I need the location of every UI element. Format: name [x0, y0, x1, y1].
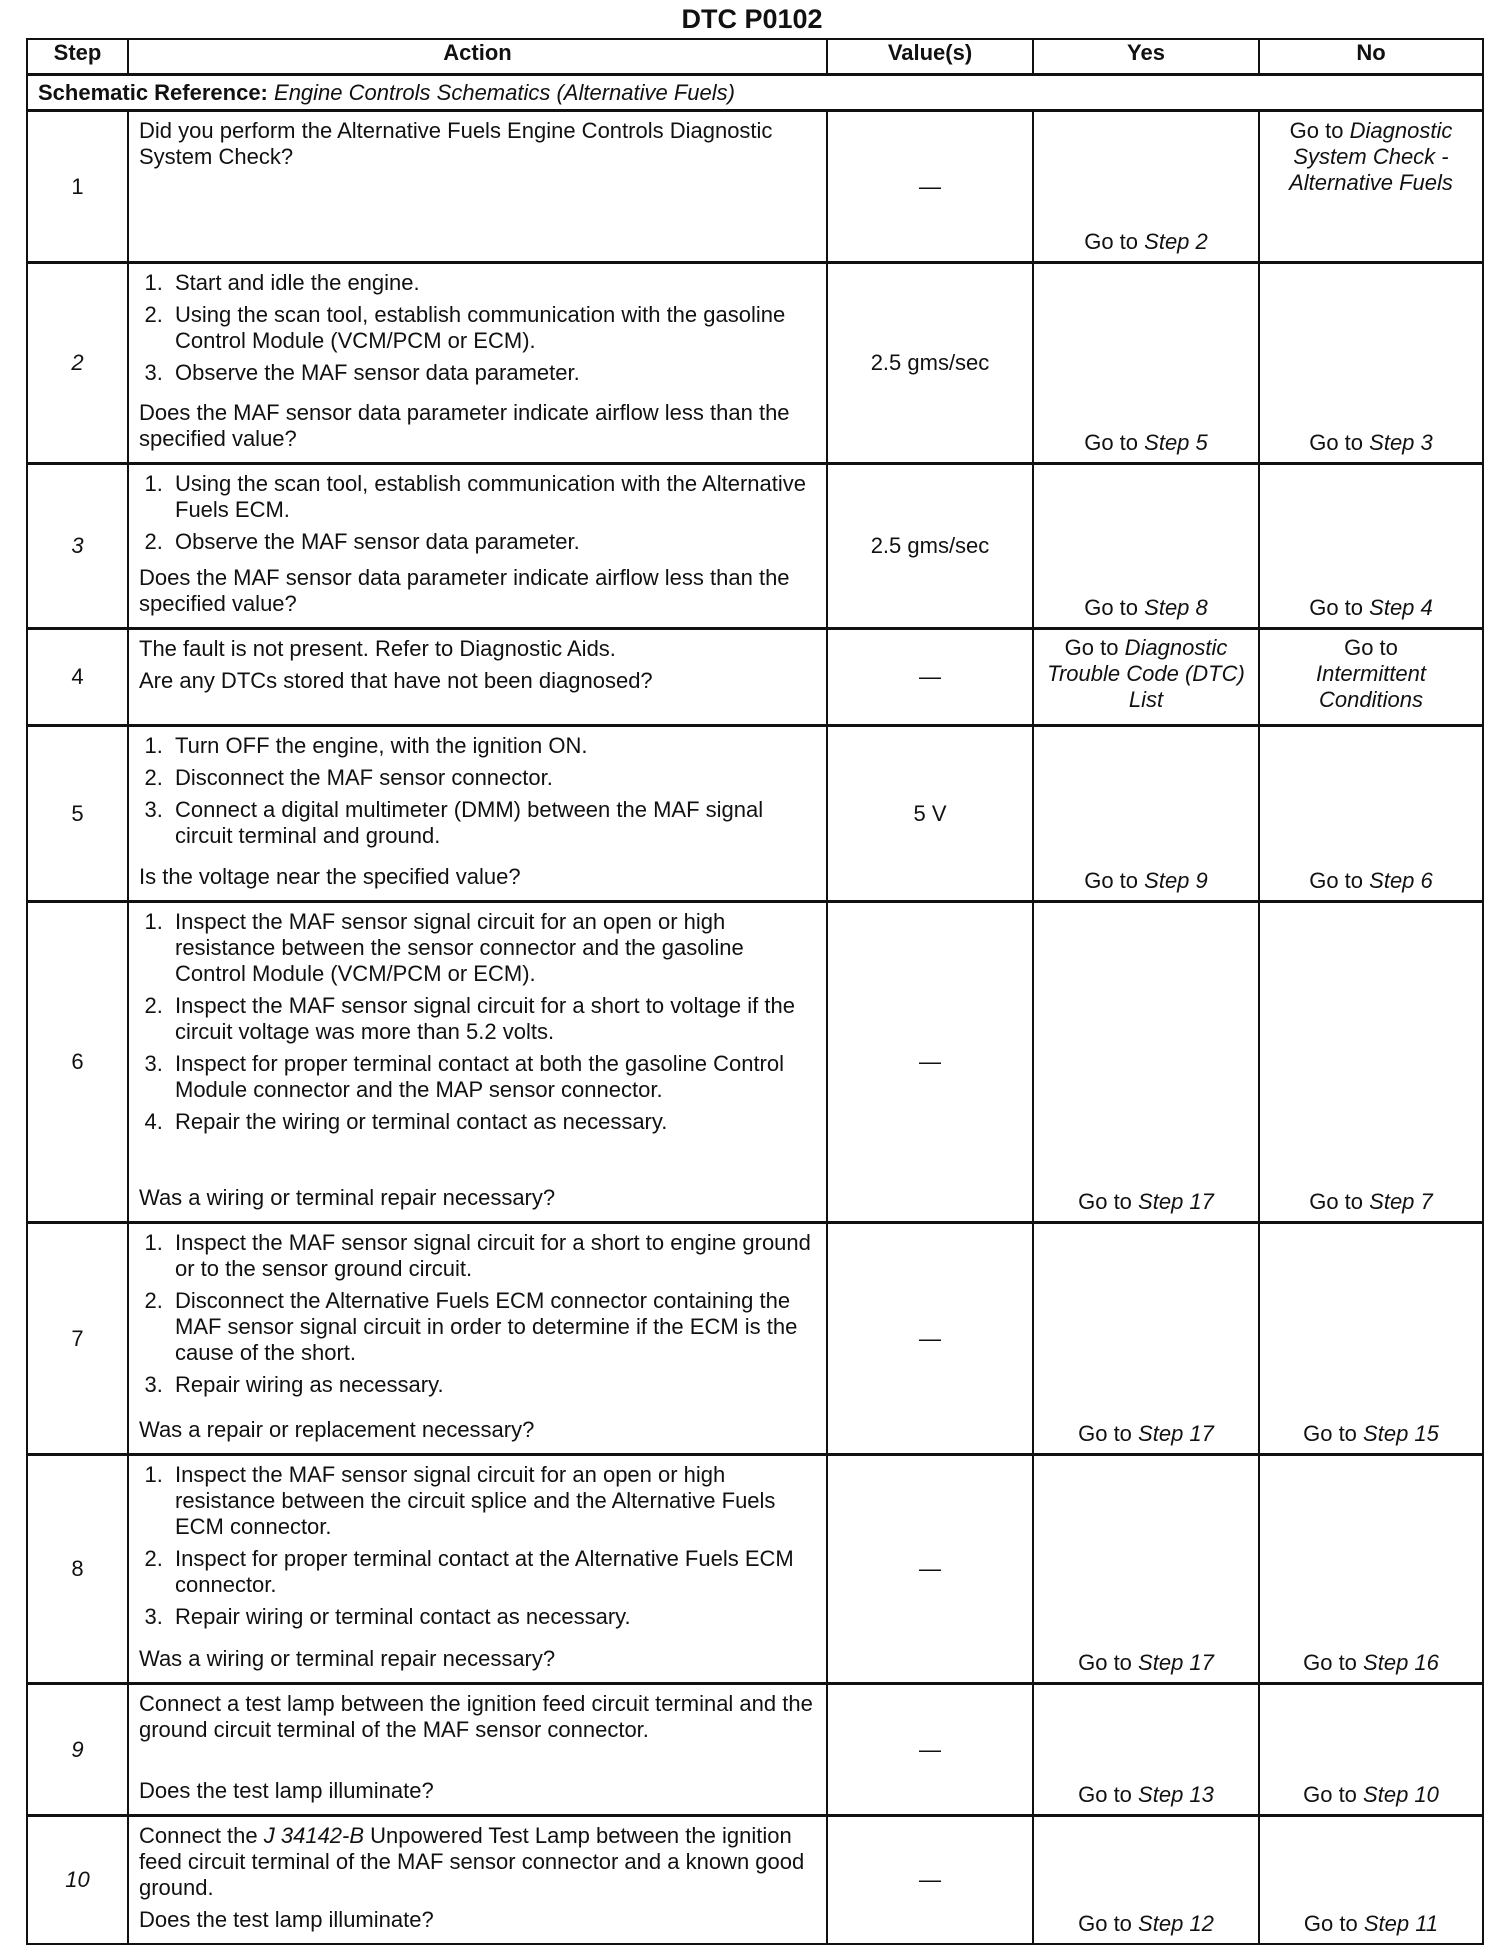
yes-result[interactable]	[1033, 629, 1259, 726]
action-steps-list	[139, 270, 816, 386]
no-result[interactable]	[1259, 1455, 1483, 1684]
goto-target-link[interactable]: Step 3	[1369, 430, 1433, 455]
goto-prefix: Go to	[1303, 1650, 1357, 1675]
action-cell	[128, 1684, 827, 1816]
no-result[interactable]	[1259, 464, 1483, 629]
no-result[interactable]	[1259, 111, 1483, 263]
goto-prefix: Go to	[1309, 595, 1364, 620]
action-cell	[128, 464, 827, 629]
goto-prefix: Go to	[1309, 868, 1364, 893]
text-segment: Connect a test lamp between the ignition feed circuit terminal and the ground circuit terminal of the MAF sensor connector.	[139, 1691, 813, 1742]
step-number: 4	[27, 629, 128, 726]
goto-prefix: Go to	[1303, 1911, 1358, 1936]
action-step-item: 1. Inspect the MAF sensor signal circuit for an open or high resistance between the sensor connector and the gasoline Control Module (VCM/PCM or ECM).	[169, 909, 816, 987]
yes-result[interactable]	[1033, 111, 1259, 263]
action-step-item: 2. Disconnect the Alternative Fuels ECM connector containing the MAF sensor signal circuit in order to determine if the ECM is the cause of the short.	[169, 1288, 816, 1366]
action-step-item: 3. Observe the MAF sensor data parameter.	[169, 360, 816, 386]
table-row-step-8	[27, 1455, 1483, 1684]
goto-prefix: Go to	[1078, 1782, 1132, 1807]
goto-target-link[interactable]: Step 15	[1363, 1421, 1439, 1446]
action-steps-list	[139, 1230, 816, 1398]
yes-result[interactable]	[1033, 1455, 1259, 1684]
action-steps-list	[139, 733, 816, 849]
goto-target-link[interactable]: Step 16	[1363, 1650, 1439, 1675]
step-number: 1	[27, 111, 128, 263]
goto-target-link[interactable]: Step 9	[1144, 868, 1208, 893]
action-step-item: 3. Repair wiring or terminal contact as necessary.	[169, 1604, 816, 1630]
yes-result[interactable]	[1033, 726, 1259, 902]
text-segment: Did you perform the Alternative Fuels Engine Controls Diagnostic System Check?	[139, 118, 773, 169]
action-step-item: 1. Turn OFF the engine, with the ignition ON.	[169, 733, 816, 759]
schematic-link[interactable]: Engine Controls Schematics (Alternative Fuels)	[274, 79, 735, 105]
goto-target-link[interactable]: Step 2	[1144, 229, 1208, 254]
goto-target-link[interactable]: Diagnostic System Check - Alternative Fuels	[1289, 118, 1453, 195]
goto-target-link[interactable]: Step 8	[1144, 595, 1208, 620]
action-step-item: 1. Using the scan tool, establish communication with the Alternative Fuels ECM.	[169, 471, 816, 523]
action-step-item: 1. Inspect the MAF sensor signal circuit for an open or high resistance between the circuit splice and the Alternative Fuels ECM connector.	[169, 1462, 816, 1540]
text-segment: Does the test lamp illuminate?	[139, 1907, 434, 1932]
diagnostic-table	[26, 38, 1484, 1945]
text-segment: Was a wiring or terminal repair necessary?	[139, 1646, 556, 1671]
text-segment: Are any DTCs stored that have not been diagnosed?	[139, 668, 653, 693]
goto-target-link[interactable]: Step 17	[1138, 1189, 1214, 1214]
no-result[interactable]	[1259, 902, 1483, 1223]
text-segment: Connect the	[139, 1823, 264, 1848]
step-number: 7	[27, 1223, 128, 1455]
action-content	[139, 471, 816, 623]
action-step-item: 2. Disconnect the MAF sensor connector.	[169, 765, 816, 791]
yes-result[interactable]	[1033, 1816, 1259, 1945]
goto-prefix: Go to	[1084, 595, 1139, 620]
action-question	[139, 1185, 816, 1211]
action-step-item: 2. Observe the MAF sensor data parameter.	[169, 529, 816, 555]
action-content	[139, 1823, 816, 1939]
goto-target-link[interactable]: Step 11	[1363, 1911, 1439, 1936]
action-cell	[128, 1455, 827, 1684]
specified-value: —	[827, 1223, 1033, 1455]
table-row-step-1	[27, 111, 1483, 263]
no-result[interactable]	[1259, 1816, 1483, 1945]
specified-value: —	[827, 1455, 1033, 1684]
goto-prefix: Go to	[1078, 1189, 1132, 1214]
text-segment: Unpowered Test Lamp between the ignition feed circuit terminal of the MAF sensor connector and a known good ground.	[139, 1823, 805, 1900]
action-paragraph	[139, 118, 816, 170]
table-row-step-6	[27, 902, 1483, 1223]
goto-target-link[interactable]: Step 7	[1369, 1189, 1433, 1214]
goto-prefix: Go to	[1084, 229, 1139, 254]
action-question	[139, 864, 816, 890]
text-segment: The fault is not present. Refer to Diagnostic Aids.	[139, 636, 616, 661]
action-step-item: 1. Inspect the MAF sensor signal circuit for a short to engine ground or to the sensor ground circuit.	[169, 1230, 816, 1282]
action-step-item: 3. Inspect for proper terminal contact at both the gasoline Control Module connector and the MAP sensor connector.	[169, 1051, 816, 1103]
goto-prefix: Go to	[1303, 1782, 1357, 1807]
goto-prefix: Go to	[1078, 1421, 1132, 1446]
no-result[interactable]	[1259, 629, 1483, 726]
specified-value: —	[827, 629, 1033, 726]
action-question	[139, 1417, 816, 1443]
header-row	[27, 39, 1483, 75]
table-row-step-9	[27, 1684, 1483, 1816]
action-step-item: 4. Repair the wiring or terminal contact as necessary.	[169, 1109, 816, 1135]
header-action: Action	[128, 39, 827, 75]
goto-target-link[interactable]: Step 13	[1138, 1782, 1214, 1807]
document-title: DTC P0102	[681, 4, 823, 34]
goto-target-link[interactable]: Step 12	[1138, 1911, 1214, 1936]
step-number: 6	[27, 902, 128, 1223]
no-result[interactable]	[1259, 726, 1483, 902]
action-cell	[128, 1816, 827, 1945]
action-cell	[128, 111, 827, 263]
text-segment: Does the test lamp illuminate?	[139, 1778, 434, 1803]
schematic-reference-row	[27, 75, 1483, 111]
no-result[interactable]	[1259, 1223, 1483, 1455]
step-number: 10	[27, 1816, 128, 1945]
step-number: 3	[27, 464, 128, 629]
goto-target-link[interactable]: Step 10	[1363, 1782, 1439, 1807]
table-row-step-3	[27, 464, 1483, 629]
action-steps-list	[139, 1462, 816, 1630]
goto-target-link[interactable]: Step 17	[1138, 1650, 1214, 1675]
yes-result[interactable]	[1033, 464, 1259, 629]
text-segment: Was a wiring or terminal repair necessary?	[139, 1185, 556, 1210]
header-yes: Yes	[1033, 39, 1259, 75]
action-question	[139, 1907, 816, 1933]
action-cell	[128, 726, 827, 902]
goto-prefix: Go to	[1344, 635, 1398, 660]
action-question	[139, 1646, 816, 1672]
action-paragraph	[139, 1823, 816, 1901]
goto-prefix: Go to	[1303, 1421, 1357, 1446]
action-question	[139, 400, 816, 452]
yes-result[interactable]	[1033, 1684, 1259, 1816]
action-step-item: 2. Inspect the MAF sensor signal circuit for a short to voltage if the circuit voltage was more than 5.2 volts.	[169, 993, 816, 1045]
goto-prefix: Go to	[1084, 430, 1139, 455]
action-content	[139, 1462, 816, 1678]
step-number: 5	[27, 726, 128, 902]
action-question	[139, 565, 816, 617]
goto-target-link[interactable]: Step 17	[1138, 1421, 1214, 1446]
action-cell	[128, 263, 827, 464]
action-content	[139, 909, 816, 1217]
action-step-item: 3. Connect a digital multimeter (DMM) between the MAF signal circuit terminal and ground.	[169, 797, 816, 849]
action-steps-list	[139, 471, 816, 555]
specified-value: —	[827, 1684, 1033, 1816]
action-steps-list	[139, 909, 816, 1135]
goto-target-link[interactable]: Step 6	[1369, 868, 1433, 893]
header-step: Step	[27, 39, 128, 75]
action-content	[139, 636, 816, 720]
goto-target-link[interactable]: Step 4	[1369, 595, 1433, 620]
action-step-item: 2. Inspect for proper terminal contact at the Alternative Fuels ECM connector.	[169, 1546, 816, 1598]
yes-result[interactable]	[1033, 1223, 1259, 1455]
table-row-step-4	[27, 629, 1483, 726]
text-segment: Was a repair or replacement necessary?	[139, 1417, 535, 1442]
goto-prefix: Go to	[1289, 118, 1344, 143]
table-row-step-2	[27, 263, 1483, 464]
step-number: 8	[27, 1455, 128, 1684]
action-paragraph	[139, 636, 816, 662]
goto-target-link[interactable]: Diagnostic Trouble Code (DTC) List	[1047, 635, 1245, 712]
action-cell	[128, 902, 827, 1223]
action-paragraph	[139, 1691, 816, 1743]
action-content	[139, 1230, 816, 1449]
no-result[interactable]	[1259, 263, 1483, 464]
table-row-step-10	[27, 1816, 1483, 1945]
no-result[interactable]	[1259, 1684, 1483, 1816]
action-content	[139, 733, 816, 896]
specified-value: 2.5 gms/sec	[827, 464, 1033, 629]
step-number: 9	[27, 1684, 128, 1816]
goto-target-link[interactable]: Intermittent Conditions	[1315, 661, 1427, 712]
goto-prefix: Go to	[1309, 430, 1364, 455]
text-segment: Does the MAF sensor data parameter indicate airflow less than the specified value?	[139, 565, 790, 616]
action-content	[139, 1691, 816, 1810]
header-no: No	[1259, 39, 1483, 75]
table-row-step-7	[27, 1223, 1483, 1455]
header-values: Value(s)	[827, 39, 1033, 75]
action-step-item: 2. Using the scan tool, establish communication with the gasoline Control Module (VCM/PCM or ECM).	[169, 302, 816, 354]
action-step-item: 1. Start and idle the engine.	[169, 270, 816, 296]
specified-value: —	[827, 902, 1033, 1223]
goto-prefix: Go to	[1078, 1650, 1132, 1675]
text-segment: Is the voltage near the specified value?	[139, 864, 521, 889]
schematic-label: Schematic Reference:	[38, 79, 268, 105]
action-content	[139, 270, 816, 458]
goto-prefix: Go to	[1309, 1189, 1364, 1214]
step-number: 2	[27, 263, 128, 464]
yes-result[interactable]	[1033, 902, 1259, 1223]
yes-result[interactable]	[1033, 263, 1259, 464]
table-row-step-5	[27, 726, 1483, 902]
action-content	[139, 118, 816, 257]
action-paragraph	[139, 668, 816, 694]
action-cell	[128, 1223, 827, 1455]
goto-target-link[interactable]: Step 5	[1144, 430, 1208, 455]
specified-value: —	[827, 1816, 1033, 1945]
tool-reference: J 34142-B	[263, 1823, 365, 1848]
goto-prefix: Go to	[1084, 868, 1139, 893]
text-segment: Does the MAF sensor data parameter indicate airflow less than the specified value?	[139, 400, 790, 451]
action-cell	[128, 629, 827, 726]
action-question	[139, 1778, 816, 1804]
action-step-item: 3. Repair wiring as necessary.	[169, 1372, 816, 1398]
specified-value: 5 V	[827, 726, 1033, 902]
specified-value: —	[827, 111, 1033, 263]
goto-prefix: Go to	[1078, 1911, 1132, 1936]
specified-value: 2.5 gms/sec	[827, 263, 1033, 464]
goto-prefix: Go to	[1064, 635, 1119, 660]
